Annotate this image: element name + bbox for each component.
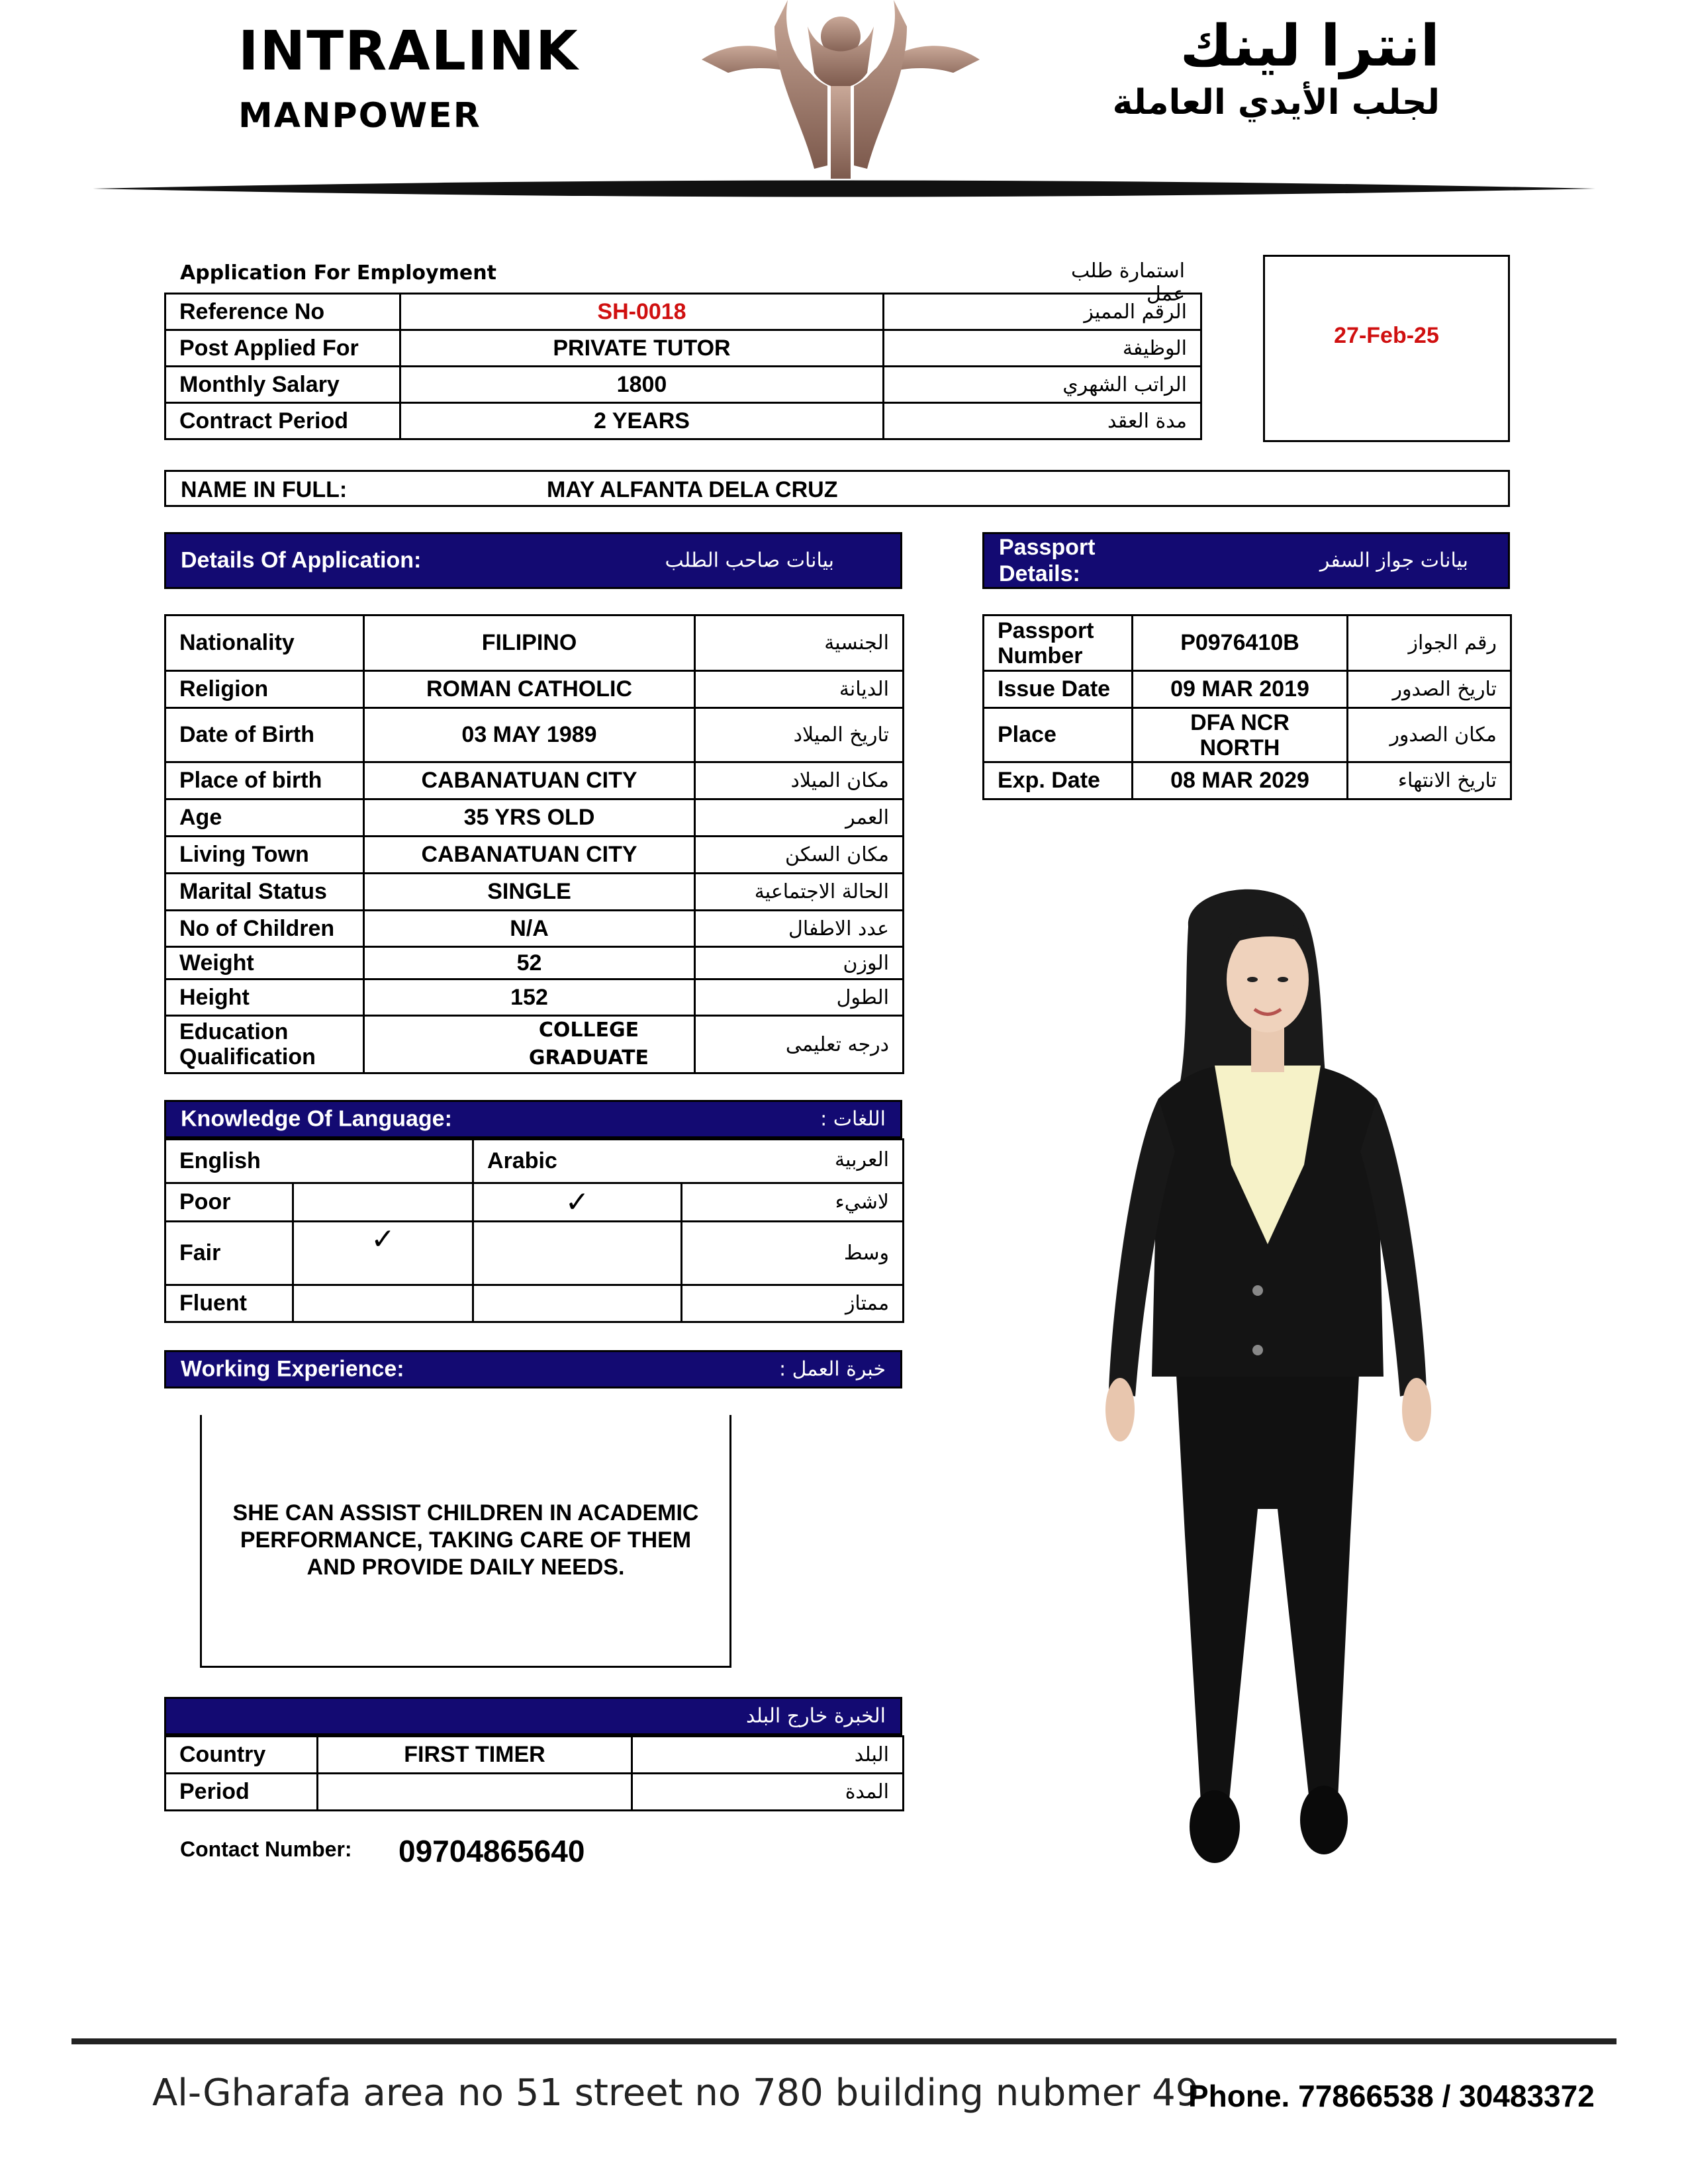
table-row <box>165 1222 904 1285</box>
table-row <box>984 671 1511 708</box>
dob-value: 03 MAY 1989 <box>364 708 695 762</box>
issue-date-value: 09 MAR 2019 <box>1133 671 1348 708</box>
salary-label-arabic: الراتب الشهري <box>884 367 1201 403</box>
applicant-photo <box>1059 874 1443 1933</box>
weight-label: Weight <box>165 947 364 979</box>
brand-subtitle-english: MANPOWER <box>238 96 481 136</box>
poor-english-checkbox[interactable] <box>293 1183 473 1222</box>
dob-label-arabic: تاريخ الميلاد <box>695 708 904 762</box>
level-fluent-arabic: ممتاز <box>682 1285 904 1322</box>
birthplace-label: Place of birth <box>165 762 364 799</box>
level-fair-label: Fair <box>165 1222 293 1285</box>
details-header-bar <box>164 532 902 589</box>
height-label-arabic: الطول <box>695 979 904 1016</box>
table-row <box>165 1016 904 1073</box>
living-town-label-arabic: مكان السكن <box>695 837 904 874</box>
reference-label-arabic: الرقم المميز <box>884 294 1201 330</box>
form-title-english: Application For Employment <box>180 261 496 285</box>
issue-place-label: Place <box>984 708 1133 762</box>
experience-title: Working Experience: <box>181 1356 404 1382</box>
marital-status-value: SINGLE <box>364 874 695 911</box>
passport-title <box>999 534 1096 587</box>
period-label-arabic: المدة <box>632 1774 904 1811</box>
nationality-value: FILIPINO <box>364 615 695 671</box>
issue-place-value-line-1: DFA NCR <box>1190 709 1289 735</box>
experience-text-line-3: AND PROVIDE DAILY NEEDS. <box>306 1555 625 1580</box>
education-label <box>165 1016 364 1073</box>
age-value: 35 YRS OLD <box>364 799 695 837</box>
dob-label: Date of Birth <box>165 708 364 762</box>
experience-title-arabic: خبرة العمل : <box>778 1357 886 1381</box>
fluent-arabic-checkbox[interactable] <box>473 1285 682 1322</box>
header-divider <box>93 179 1595 199</box>
abroad-table <box>164 1735 904 1811</box>
full-name-label: NAME IN FULL: <box>181 477 348 502</box>
living-town-label: Living Town <box>165 837 364 874</box>
table-row <box>165 1737 904 1774</box>
fluent-english-checkbox[interactable] <box>293 1285 473 1322</box>
marital-status-label: Marital Status <box>165 874 364 911</box>
table-row <box>165 911 904 947</box>
nationality-label: Nationality <box>165 615 364 671</box>
language-title-arabic: اللغات : <box>820 1107 886 1131</box>
marital-status-label-arabic: الحالة الاجتماعية <box>695 874 904 911</box>
table-row <box>165 1285 904 1322</box>
education-label-arabic: درجه تعليمى <box>695 1016 904 1073</box>
contract-value: 2 YEARS <box>400 403 884 439</box>
issue-date-label: Issue Date <box>984 671 1133 708</box>
table-row <box>165 294 1201 330</box>
country-value: FIRST TIMER <box>318 1737 632 1774</box>
birthplace-label-arabic: مكان الميلاد <box>695 762 904 799</box>
level-fluent-label: Fluent <box>165 1285 293 1322</box>
passport-header-bar <box>982 532 1510 589</box>
contract-label: Contract Period <box>165 403 400 439</box>
education-value-line-1: COLLEGE <box>538 1019 639 1042</box>
contract-label-arabic: مدة العقد <box>884 403 1201 439</box>
children-label-arabic: عدد الاطفال <box>695 911 904 947</box>
details-title: Details Of Application: <box>181 547 422 573</box>
english-header: English <box>165 1140 473 1183</box>
experience-text <box>202 1500 729 1581</box>
brand-subtitle-arabic: لجلب الأيدي العاملة <box>1112 83 1440 122</box>
poor-arabic-checkbox[interactable]: ✓ <box>473 1183 682 1222</box>
reference-label: Reference No <box>165 294 400 330</box>
passport-title-line-1: Passport <box>999 535 1096 560</box>
height-label: Height <box>165 979 364 1016</box>
post-value: PRIVATE TUTOR <box>400 330 884 367</box>
post-label-arabic: الوظيفة <box>884 330 1201 367</box>
brand-name-arabic: انترا لينك <box>1180 13 1440 79</box>
country-label-arabic: البلد <box>632 1737 904 1774</box>
nationality-label-arabic: الجنسية <box>695 615 904 671</box>
contact-number: 09704865640 <box>399 1834 585 1868</box>
children-value: N/A <box>364 911 695 947</box>
arabic-header <box>473 1140 904 1183</box>
passport-number-label-line-2: Number <box>998 643 1083 668</box>
living-town-value: CABANATUAN CITY <box>364 837 695 874</box>
reference-value: SH-0018 <box>400 294 884 330</box>
passport-number-value: P0976410B <box>1133 615 1348 671</box>
full-name-box <box>164 470 1510 507</box>
expiry-date-label: Exp. Date <box>984 762 1133 799</box>
issue-date-label-arabic: تاريخ الصدور <box>1348 671 1511 708</box>
date-box <box>1263 255 1510 442</box>
brand-name-english: INTRALINK <box>238 20 579 83</box>
details-title-arabic: بيانات صاحب الطلب <box>665 549 834 572</box>
fair-english-checkbox[interactable]: ✓ <box>293 1222 473 1285</box>
table-row <box>165 615 904 671</box>
weight-label-arabic: الوزن <box>695 947 904 979</box>
abroad-title-arabic: الخبرة خارج البلد <box>746 1704 886 1728</box>
age-label: Age <box>165 799 364 837</box>
fair-arabic-checkbox[interactable] <box>473 1222 682 1285</box>
passport-title-arabic: بيانات جواز السفر <box>1319 549 1468 572</box>
table-row <box>165 330 1201 367</box>
education-value <box>364 1016 695 1073</box>
footer-address: Al-Gharafa area no 51 street no 780 building nubmer 49 <box>152 2071 1199 2115</box>
language-title: Knowledge Of Language: <box>181 1106 452 1132</box>
table-row <box>165 762 904 799</box>
language-header-bar <box>164 1100 902 1138</box>
table-row <box>165 708 904 762</box>
table-row <box>165 979 904 1016</box>
salary-value: 1800 <box>400 367 884 403</box>
arabic-header-arabic: العربية <box>835 1148 890 1171</box>
table-row <box>165 1774 904 1811</box>
weight-value: 52 <box>364 947 695 979</box>
birthplace-value: CABANATUAN CITY <box>364 762 695 799</box>
passport-table <box>982 614 1512 800</box>
experience-text-line-1: SHE CAN ASSIST CHILDREN IN ACADEMIC <box>232 1500 699 1525</box>
footer-divider <box>71 2038 1617 2044</box>
level-poor-label: Poor <box>165 1183 293 1222</box>
reference-table <box>164 293 1202 440</box>
table-row <box>165 671 904 708</box>
full-name-value: MAY ALFANTA DELA CRUZ <box>547 477 838 502</box>
table-row <box>165 837 904 874</box>
religion-label: Religion <box>165 671 364 708</box>
passport-title-line-2: Details: <box>999 561 1080 586</box>
table-row <box>165 1183 904 1222</box>
table-row <box>165 367 1201 403</box>
education-value-line-2: GRADUATE <box>528 1046 649 1069</box>
table-row <box>984 708 1511 762</box>
issue-place-value-line-2: NORTH <box>1199 735 1280 760</box>
children-label: No of Children <box>165 911 364 947</box>
issue-place-value <box>1133 708 1348 762</box>
table-row <box>984 762 1511 799</box>
post-label: Post Applied For <box>165 330 400 367</box>
table-row <box>165 874 904 911</box>
experience-box <box>200 1415 731 1668</box>
issue-place-label-arabic: مكان الصدور <box>1348 708 1511 762</box>
details-table <box>164 614 904 1074</box>
table-row <box>984 615 1511 671</box>
experience-header-bar <box>164 1350 902 1388</box>
experience-text-line-2: PERFORMANCE, TAKING CARE OF THEM <box>240 1527 692 1553</box>
education-label-line-2: Qualification <box>179 1044 316 1069</box>
expiry-date-value: 08 MAR 2029 <box>1133 762 1348 799</box>
passport-number-label <box>984 615 1133 671</box>
arabic-header-label: Arabic <box>487 1148 557 1173</box>
level-fair-arabic: وسط <box>682 1222 904 1285</box>
salary-label: Monthly Salary <box>165 367 400 403</box>
religion-label-arabic: الديانة <box>695 671 904 708</box>
expiry-date-label-arabic: تاريخ الانتهاء <box>1348 762 1511 799</box>
table-row <box>165 1140 904 1183</box>
form-title-arabic: استمارة طلب عمل <box>1070 259 1185 306</box>
table-row <box>165 403 1201 439</box>
passport-number-label-arabic: رقم الجواز <box>1348 615 1511 671</box>
footer-phone: Phone. 77866538 / 30483372 <box>1188 2079 1595 2113</box>
table-row <box>165 947 904 979</box>
period-label: Period <box>165 1774 318 1811</box>
height-value: 152 <box>364 979 695 1016</box>
religion-value: ROMAN CATHOLIC <box>364 671 695 708</box>
application-date: 27-Feb-25 <box>1334 323 1439 348</box>
table-row <box>165 799 904 837</box>
passport-number-label-line-1: Passport <box>998 617 1094 643</box>
contact-label: Contact Number: <box>180 1837 352 1861</box>
period-value <box>318 1774 632 1811</box>
company-logo-icon <box>702 0 980 185</box>
language-table <box>164 1138 904 1323</box>
country-label: Country <box>165 1737 318 1774</box>
age-label-arabic: العمر <box>695 799 904 837</box>
education-label-line-1: Education <box>179 1019 289 1044</box>
abroad-header-bar <box>164 1697 902 1735</box>
level-poor-arabic: لاشيء <box>682 1183 904 1222</box>
